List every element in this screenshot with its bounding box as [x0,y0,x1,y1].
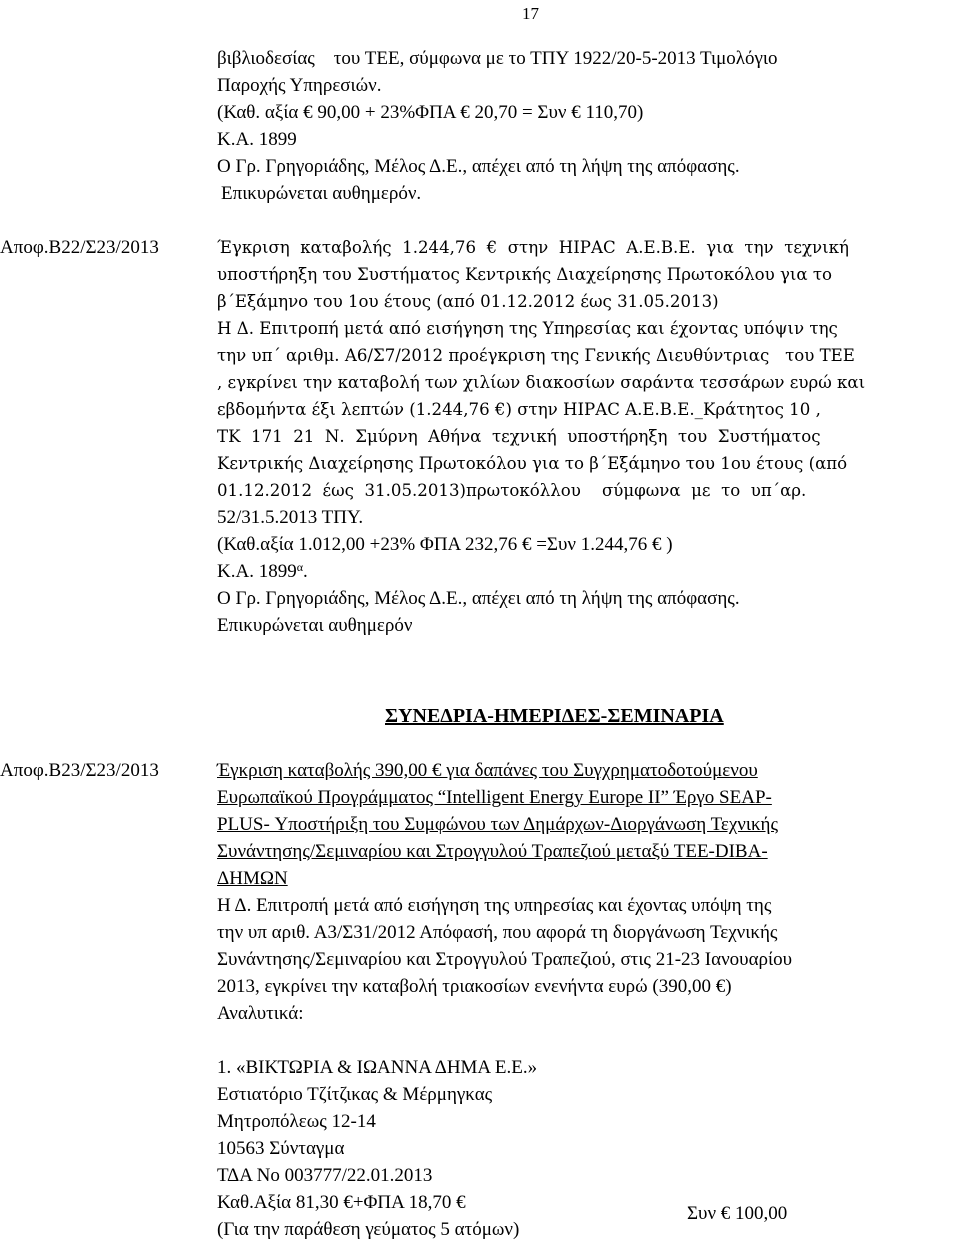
decision-line: εβδομήντα έξι λεπτών (1.244,76 €) στην ΗΙΡΑC Α.Ε.Β.Ε._Κράτητος 10 , [217,400,821,419]
vendor-value: Καθ.Αξία 81,30 €+ΦΠΑ 18,70 € [217,1192,466,1213]
ka-code: Κ.Α. 1899 [217,561,297,582]
intro-line: (Καθ. αξία € 90,00 + 23%ΦΠΑ € 20,70 = Συν € 110,70) [217,102,644,123]
decision-line: 01.12.2012 έως 31.05.2013)πρωτοκόλλου σύμφωνα με το υπ΄αρ. [217,481,807,500]
decision-line: την υπ΄ αριθμ. Α6/Σ7/2012 προέγκριση της Γενικής Διευθύντριας του ΤΕΕ [217,346,855,365]
decision-line: υποστήρηξη του Συστήματος Κεντρικής Διαχείρησης Πρωτοκόλου για το [217,265,833,284]
analysis-label: Αναλυτικά: [217,1003,304,1024]
decision-title-line: Ευρωπαϊκού Προγράμματος “Intelligent Energy Europe II” Έργο SEAP- [217,787,772,808]
section-heading: ΣΥΝΕΔΡΙΑ-ΗΜΕΡΙΔΕΣ-ΣΕΜΙΝΑΡΙΑ [385,705,724,727]
decision-1-tail [217,504,957,639]
spacer [217,1027,957,1054]
ratified-line: Επικυρώνεται αυθημερόν [217,615,413,636]
decision-line: την υπ αριθ. Α3/Σ31/2012 Απόφασή, που αφορά τη διοργάνωση Τεχνικής [217,922,778,943]
vendor-name: Εστιατόριο Τζίτζικας & Μέρμηγκας [217,1084,493,1105]
vendor-title: 1. «ΒΙΚΤΩΡΙΑ & ΙΩΑΝΝΑ ΔΗΜΑ Ε.Ε.» [217,1057,538,1078]
vendor-total: Συν € 100,00 [687,1203,788,1224]
decision-line: , εγκρίνει την καταβολή των χιλίων διακοσίων σαράντα τεσσάρων ευρώ και [217,373,866,392]
decision-1-body [217,234,957,504]
decision-line: Έγκριση καταβολής 1.244,76 € στην ΗΙΡΑC Α.Ε.Β.Ε. για την τεχνική [217,238,849,257]
intro-line: Κ.Α. 1899 [217,129,297,150]
decision-line: (Καθ.αξία 1.012,00 +23% ΦΠΑ 232,76 € =Συν 1.244,76 € ) [217,534,673,555]
ka-suffix: . [303,561,308,582]
intro-paragraph [217,45,957,207]
decision-line: 52/31.5.2013 ΤΠΥ. [217,507,364,528]
vendor-city: 10563 Σύνταγμα [217,1138,345,1159]
ka-line [217,558,957,585]
decision-line: Κεντρικής Διαχείρησης Πρωτοκόλου για το β΄Εξάμηνο του 1ου έτους (από [217,454,848,473]
intro-line: βιβλιοδεσίας του ΤΕΕ, σύμφωνα με το ΤΠΥ 1922/20-5-2013 Τιμολόγιο [217,48,778,69]
decision-line: Η Δ. Επιτροπή μετά από εισήγηση της Υπηρεσίας και έχοντας υπόψιν της [217,319,838,338]
decision-2-body [217,757,957,1243]
intro-line: Επικυρώνεται αυθημερόν. [221,183,422,204]
vendor-invoice: ΤΔΑ Νο 003777/22.01.2013 [217,1165,433,1186]
decision-title-line: PLUS- Υποστήριξη του Συμφώνου των Δημάρχων-Διοργάνωση Τεχνικής [217,814,779,835]
abstain-line: Ο Γρ. Γρηγοριάδης, Μέλος Δ.Ε., απέχει από τη λήψη της απόφασης. [217,588,740,609]
intro-line: Παροχής Υπηρεσιών. [217,75,382,96]
decision-line: 2013, εγκρίνει την καταβολή τριακοσίων ενενήντα ευρώ (390,00 €) [217,976,732,997]
vendor-street: Μητροπόλεως 12-14 [217,1111,376,1132]
decision-line: ΤΚ 171 21 Ν. Σμύρνη Αθήνα τεχνική υποστήρηξη του Συστήματος [217,427,821,446]
decision-title-line: Συνάντησης/Σεμιναρίου και Στρογγυλού Τραπεζιού μεταξύ ΤΕΕ-DIBA- [217,841,768,862]
vendor-note: (Για την παράθεση γεύματος 5 ατόμων) [217,1219,520,1240]
page-number: 17 [522,4,539,23]
ka-superscript: α [296,560,303,574]
decision-line: β΄Εξάμηνο του 1ου έτους (από 01.12.2012 έως 31.05.2013) [217,292,719,311]
decision-title-line: ΔΗΜΩΝ [217,868,288,889]
decision-label: Αποφ.Β22/Σ23/2013 [0,237,159,258]
intro-line: Ο Γρ. Γρηγοριάδης, Μέλος Δ.Ε., απέχει από τη λήψη της απόφασης. [217,156,740,177]
decision-label: Αποφ.Β23/Σ23/2013 [0,760,159,781]
decision-line: Συνάντησης/Σεμιναρίου και Στρογγυλού Τραπεζιού, στις 21-23 Ιανουαρίου [217,949,793,970]
decision-line: Η Δ. Επιτροπή μετά από εισήγηση της υπηρεσίας και έχοντας υπόψη της [217,895,772,916]
decision-title-line: Έγκριση καταβολής 390,00 € για δαπάνες του Συγχρηματοδοτούμενου [217,760,758,781]
